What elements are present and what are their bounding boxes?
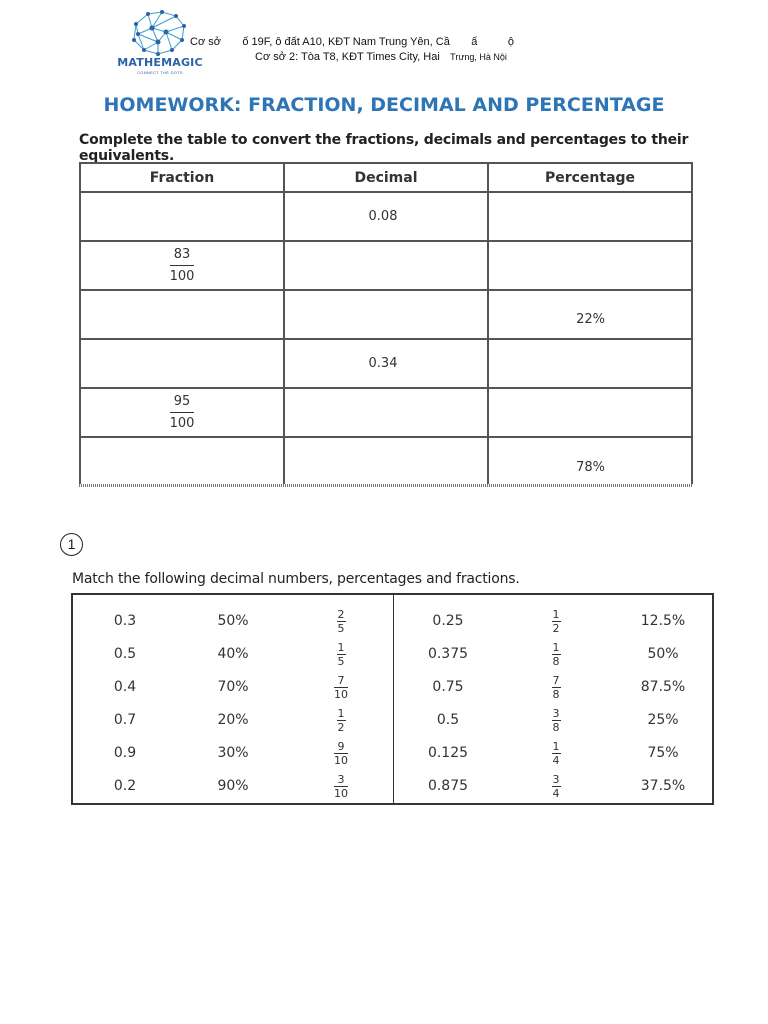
- table-row: [80, 192, 692, 241]
- header-percentage: Percentage: [488, 163, 692, 192]
- fraction-cell: [80, 192, 284, 241]
- matching-fraction-denominator: 10: [334, 753, 348, 767]
- matching-fraction-denominator: 8: [552, 654, 560, 668]
- matching-cell: 0.375: [427, 646, 469, 662]
- network-globe-icon: [128, 10, 190, 56]
- matching-cell: 0.3: [113, 613, 137, 629]
- matching-cell: 50%: [217, 613, 249, 629]
- brand-tagline: CONNECT THE DOTS: [137, 70, 183, 75]
- matching-row: [73, 770, 712, 803]
- matching-cell: 75%: [647, 745, 679, 761]
- matching-cell: 0.5: [113, 646, 137, 662]
- matching-fraction-numerator: 1: [552, 640, 560, 654]
- percentage-cell: [488, 241, 692, 290]
- matching-cell: 87.5%: [640, 679, 686, 695]
- fraction-cell: [80, 339, 284, 388]
- matching-fraction-numerator: 1: [552, 607, 560, 621]
- matching-fraction-numerator: 1: [337, 640, 345, 654]
- matching-cell: 0.4: [113, 679, 137, 695]
- matching-fraction: [337, 642, 346, 667]
- matching-cell: [321, 737, 361, 770]
- matching-fraction-numerator: 1: [552, 739, 560, 753]
- conversion-table: [79, 162, 693, 487]
- matching-cell: [539, 704, 573, 737]
- matching-row: [73, 704, 712, 737]
- fraction-cell: [80, 437, 284, 487]
- matching-cell: [539, 638, 573, 671]
- fraction-numerator: 83: [173, 247, 191, 262]
- matching-cell: [539, 671, 573, 704]
- matching-fraction: [552, 741, 561, 766]
- matching-cell: [539, 605, 573, 638]
- matching-fraction-denominator: 5: [337, 654, 345, 668]
- matching-cell: [321, 704, 361, 737]
- header-fraction: Fraction: [80, 163, 284, 192]
- matching-cell: [321, 638, 361, 671]
- matching-cell: 40%: [217, 646, 249, 662]
- matching-fraction-numerator: 9: [337, 739, 345, 753]
- matching-fraction-numerator: 3: [552, 772, 560, 786]
- matching-fraction-denominator: 10: [334, 687, 348, 701]
- fraction-denominator: 100: [169, 269, 195, 284]
- matching-fraction-numerator: 3: [337, 772, 345, 786]
- percentage-cell: [488, 192, 692, 241]
- matching-cell: 0.25: [432, 613, 464, 629]
- fraction-denominator: 100: [169, 416, 195, 431]
- address-line-2-main: Cơ sở 2: Tòa T8, KĐT Times City, Hai: [255, 51, 443, 63]
- address-line-2: [255, 51, 507, 63]
- matching-cell: [321, 671, 361, 704]
- matching-fraction-numerator: 3: [552, 706, 560, 720]
- matching-cell: 0.5: [436, 712, 460, 728]
- matching-cell: [539, 770, 573, 803]
- matching-cell: 37.5%: [640, 778, 686, 794]
- matching-instruction: Match the following decimal numbers, percentages and fractions.: [72, 571, 520, 587]
- matching-fraction-numerator: 2: [337, 607, 345, 621]
- table-bottom-edge: [79, 484, 693, 487]
- fraction-numerator: 95: [173, 394, 191, 409]
- matching-fraction-numerator: 1: [337, 706, 345, 720]
- matching-cell: 20%: [217, 712, 249, 728]
- matching-table: [71, 593, 714, 805]
- table-row: [80, 437, 692, 487]
- matching-fraction-denominator: 4: [552, 786, 560, 800]
- percentage-cell: 22%: [488, 290, 692, 339]
- decimal-cell: [284, 241, 488, 290]
- percentage-cell: [488, 339, 692, 388]
- matching-fraction: [552, 642, 561, 667]
- page-title: HOMEWORK: FRACTION, DECIMAL AND PERCENTAGE: [103, 94, 665, 116]
- matching-fraction: [552, 708, 561, 733]
- fraction: [170, 395, 195, 430]
- fraction-cell: [80, 290, 284, 339]
- matching-cell: [539, 737, 573, 770]
- table-row: [80, 339, 692, 388]
- matching-fraction: [552, 675, 561, 700]
- percentage-cell: [488, 388, 692, 437]
- table-row: [80, 388, 692, 437]
- matching-fraction: [337, 609, 346, 634]
- decimal-cell: 0.34: [284, 339, 488, 388]
- matching-fraction: [334, 741, 348, 766]
- matching-cell: 25%: [647, 712, 679, 728]
- table-row: [80, 290, 692, 339]
- percentage-cell: 78%: [488, 437, 692, 487]
- matching-fraction: [337, 708, 346, 733]
- table-row: [80, 241, 692, 290]
- matching-cell: 50%: [647, 646, 679, 662]
- matching-cell: 0.7: [113, 712, 137, 728]
- matching-cell: 12.5%: [640, 613, 686, 629]
- matching-fraction-denominator: 8: [552, 687, 560, 701]
- conversion-header-row: [80, 163, 692, 192]
- matching-fraction-denominator: 5: [337, 621, 345, 635]
- matching-cell: 0.2: [113, 778, 137, 794]
- matching-fraction: [552, 609, 561, 634]
- matching-cell: 30%: [217, 745, 249, 761]
- matching-fraction-numerator: 7: [552, 673, 560, 687]
- decimal-cell: [284, 388, 488, 437]
- decimal-cell: [284, 290, 488, 339]
- matching-cell: 0.125: [427, 745, 469, 761]
- question-number: 1: [60, 533, 83, 556]
- matching-fraction: [334, 774, 348, 799]
- conversion-instruction: Complete the table to convert the fractions, decimals and percentages to their equivalents.: [79, 132, 689, 164]
- matching-fraction-denominator: 2: [337, 720, 345, 734]
- matching-fraction-numerator: 7: [337, 673, 345, 687]
- matching-fraction-denominator: 4: [552, 753, 560, 767]
- matching-fraction-denominator: 8: [552, 720, 560, 734]
- matching-cell: 0.75: [432, 679, 464, 695]
- address-line-2-small: Trưng, Hà Nội: [442, 52, 507, 62]
- matching-cell: [321, 605, 361, 638]
- fraction-cell: [80, 388, 284, 437]
- conversion-body: [80, 192, 692, 487]
- matching-cell: 0.875: [427, 778, 469, 794]
- matching-cell: 90%: [217, 778, 249, 794]
- matching-row: [73, 638, 712, 671]
- fraction-cell: [80, 241, 284, 290]
- matching-cell: 70%: [217, 679, 249, 695]
- decimal-cell: 0.08: [284, 192, 488, 241]
- brand-name: MATHEMAGIC: [117, 56, 203, 69]
- address-line-1: Cơ sở ố 19F, ô đất A10, KĐT Nam Trung Yên, Cầ ấ ộ: [190, 36, 515, 48]
- matching-row: [73, 671, 712, 704]
- matching-fraction-denominator: 10: [334, 786, 348, 800]
- matching-cell: 0.9: [113, 745, 137, 761]
- matching-cell: [321, 770, 361, 803]
- header-decimal: Decimal: [284, 163, 488, 192]
- fraction: [170, 248, 195, 283]
- matching-row: [73, 605, 712, 638]
- matching-fraction-denominator: 2: [552, 621, 560, 635]
- decimal-cell: [284, 437, 488, 487]
- matching-fraction: [334, 675, 348, 700]
- matching-row: [73, 737, 712, 770]
- matching-fraction: [552, 774, 561, 799]
